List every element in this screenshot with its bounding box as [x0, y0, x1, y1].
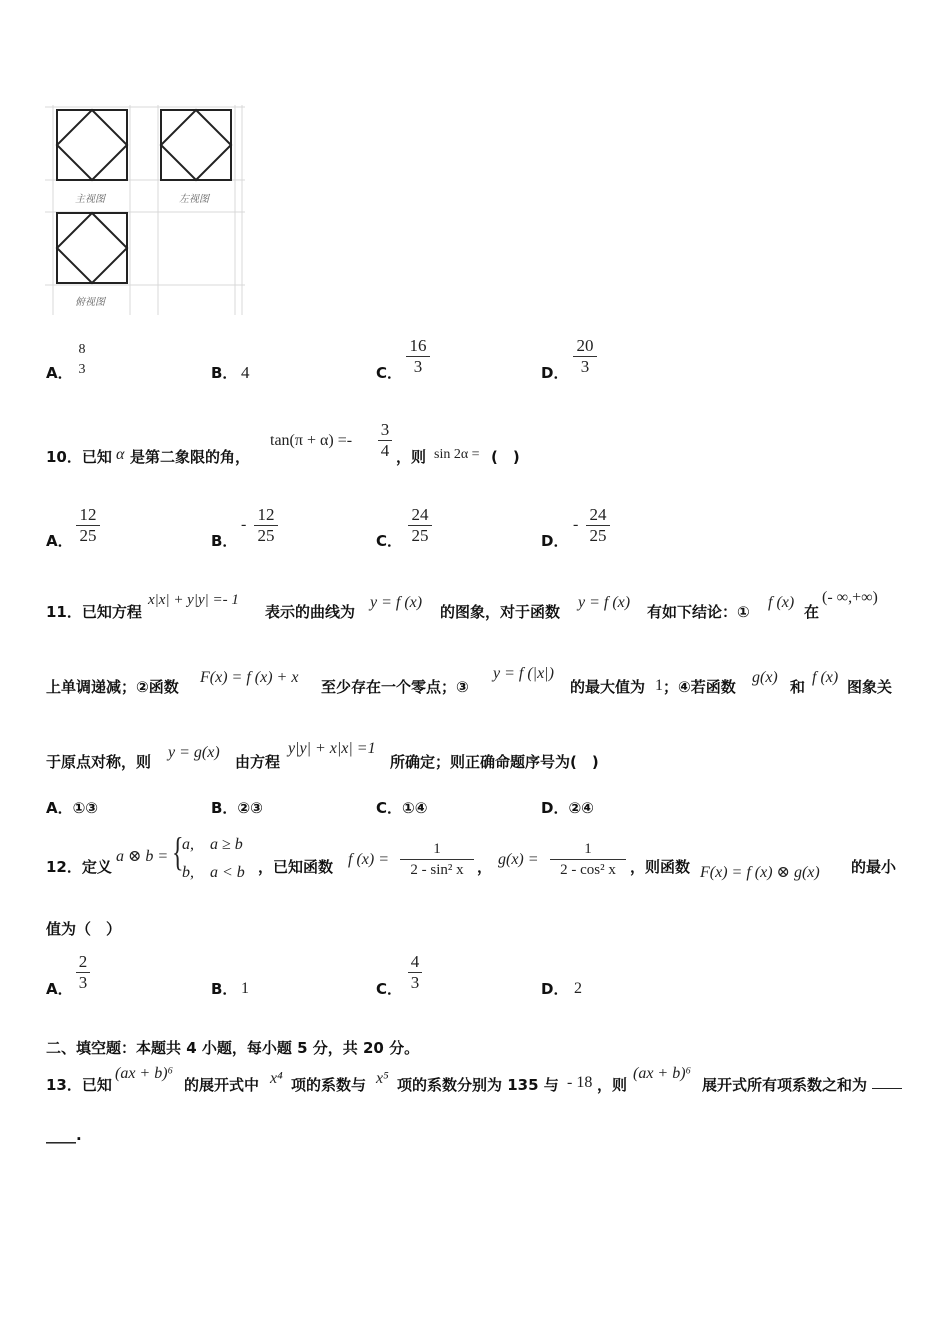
q13-blank-end: ____. [46, 1126, 82, 1144]
q11-line2-a: 上单调递减；②函数 [46, 678, 179, 696]
q13-blank-line [872, 1088, 902, 1089]
q11-line3-b: 由方程 [235, 753, 281, 771]
q12-case2: b, a < b [182, 864, 245, 881]
q11-eq1: x|x| + y|y| =- 1 [148, 592, 239, 608]
q10-option-b-value: $\frac{12}{25}$ [254, 505, 278, 546]
three-view-figure [45, 105, 250, 320]
q10-option-d-label: D． [541, 532, 569, 550]
q12-option-d-label: D． [541, 980, 569, 998]
front-view [57, 110, 127, 180]
three-view-drawing [45, 105, 250, 320]
q11-line1-a: 11．已知方程 [46, 603, 142, 621]
q10-paren: ( ) [491, 448, 520, 466]
q13-neg18: - 18 [567, 1074, 593, 1091]
q12-option-a-value: $\frac{2}{3}$ [76, 952, 90, 993]
q11-line3-a: 于原点对称，则 [46, 753, 152, 771]
q12-f-lhs: f (x) = [348, 851, 389, 868]
q11-eq5: (- ∞,+∞) [822, 589, 878, 606]
q9-option-c-value: $\frac{16}{3}$ [406, 336, 430, 377]
q12-F-expr: F(x) = f (x) ⊗ g(x) [700, 864, 820, 881]
q12-tail: 的最小 [851, 858, 897, 876]
q10-sin-expr: sin 2α = [434, 447, 480, 462]
q12-mid2: ，则函数 [630, 858, 691, 876]
q11-line2-f: 图象关 [847, 678, 893, 696]
q11-eq6: F(x) = f (x) + x [200, 669, 299, 686]
q11-eq3: y = f (x) [578, 594, 631, 611]
q13-prefix: 13．已知 [46, 1076, 112, 1094]
q12-def-lhs: a ⊗ b = [116, 848, 169, 865]
q13-t2: 项的系数与 [291, 1076, 367, 1094]
q13-t1: 的展开式中 [184, 1076, 260, 1094]
q11-line1-d: 有如下结论：① [647, 603, 750, 621]
q12-mid1: ，已知函数 [258, 858, 334, 876]
q11-line1-b: 表示的曲线为 [265, 603, 356, 621]
q12-g-lhs: g(x) = [498, 851, 539, 868]
q10-option-a-label: A． [46, 532, 73, 550]
q12-f-fraction: $\frac{1}{\text{2 - sin² x}}$ [400, 839, 474, 880]
q13-t5: 展开式所有项系数之和为 [702, 1076, 868, 1094]
q10-mid: 是第二象限的角， [130, 448, 251, 466]
q9-option-b-label: B． [211, 364, 238, 382]
q12-comma: ， [477, 858, 493, 876]
q12-option-c-value: $\frac{4}{3}$ [408, 952, 422, 993]
top-view-label: 俯视图 [75, 297, 105, 308]
q10-option-c-label: C． [376, 532, 403, 550]
q12-option-b-label: B． [211, 980, 238, 998]
q11-option-b: B．②③ [211, 799, 263, 817]
top-view [57, 213, 127, 283]
q13-x4: x⁴ [270, 1070, 283, 1087]
q12-case1: a, a ≥ b [182, 836, 243, 853]
q10-option-b-label: B． [211, 532, 238, 550]
q11-line1-e: 在 [804, 603, 820, 621]
side-view [161, 110, 231, 180]
q12-option-d-value: 2 [574, 980, 582, 997]
q11-eq4: f (x) [768, 594, 795, 611]
q10-then: ，则 [396, 448, 427, 466]
q13-x5: x⁵ [376, 1070, 389, 1087]
q11-line2-e: 和 [790, 678, 806, 696]
q9-option-d-label: D． [541, 364, 569, 382]
q11-eq7: y = f (|x|) [493, 665, 554, 682]
q13-t4: ，则 [597, 1076, 628, 1094]
q10-alpha: α [116, 446, 125, 463]
q12-option-b-value: 1 [241, 980, 249, 997]
q11-line2-c: 的最大值为 [570, 678, 646, 696]
q13-expr1: (ax + b)⁶ [115, 1065, 174, 1082]
q11-option-a: A．①③ [46, 799, 99, 817]
q12-line2: 值为（ ） [46, 920, 122, 938]
section2-heading: 二、填空题：本题共 4 小题，每小题 5 分，共 20 分。 [46, 1039, 420, 1057]
q11-line3-c: 所确定；则正确命题序号为( ) [390, 753, 599, 771]
q9-option-c-label: C． [376, 364, 403, 382]
q10-option-b-sign: - [241, 516, 247, 533]
q10-option-a-value: $\frac{12}{25}$ [76, 505, 100, 546]
q12-option-a-label: A． [46, 980, 73, 998]
q12-prefix: 12．定义 [46, 858, 112, 876]
q13-expr2: (ax + b)⁶ [633, 1065, 692, 1082]
q9-option-b-value: 4 [241, 363, 250, 382]
q13-t3: 项的系数分别为 135 与 [397, 1076, 559, 1094]
q11-line2-d: ；④若函数 [663, 678, 736, 696]
q11-line2-b: 至少存在一个零点；③ [321, 678, 469, 696]
q11-eq8: 1 [655, 677, 663, 694]
q10-tan-fraction: $\frac{3}{4}$ [378, 420, 392, 461]
q10-prefix: 10．已知 [46, 448, 112, 466]
q10-option-d-value: $\frac{24}{25}$ [586, 505, 610, 546]
q9-option-a-value: 8 3 [78, 342, 86, 377]
q10-option-d-sign: - [573, 516, 579, 533]
q10-option-c-value: $\frac{24}{25}$ [408, 505, 432, 546]
q12-brace: { [172, 829, 184, 874]
q11-eq10: f (x) [812, 669, 839, 686]
q11-eq2: y = f (x) [370, 594, 423, 611]
q10-tan-expr: tan(π + α) =- [270, 432, 353, 449]
q11-option-d: D．②④ [541, 799, 594, 817]
q11-eq12: y|y| + x|x| =1 [288, 740, 376, 757]
q11-line1-c: 的图象，对于函数 [440, 603, 561, 621]
q12-g-fraction: $\frac{1}{\text{2 - cos² x}}$ [550, 839, 626, 880]
front-view-label: 主视图 [75, 194, 105, 205]
side-view-label: 左视图 [179, 194, 209, 205]
q12-option-c-label: C． [376, 980, 403, 998]
q9-option-d-value: $\frac{20}{3}$ [573, 336, 597, 377]
q11-option-c: C．①④ [376, 799, 428, 817]
q9-option-a-label: A． [46, 364, 73, 382]
q11-eq9: g(x) [752, 669, 778, 686]
q11-eq11: y = g(x) [168, 744, 220, 761]
